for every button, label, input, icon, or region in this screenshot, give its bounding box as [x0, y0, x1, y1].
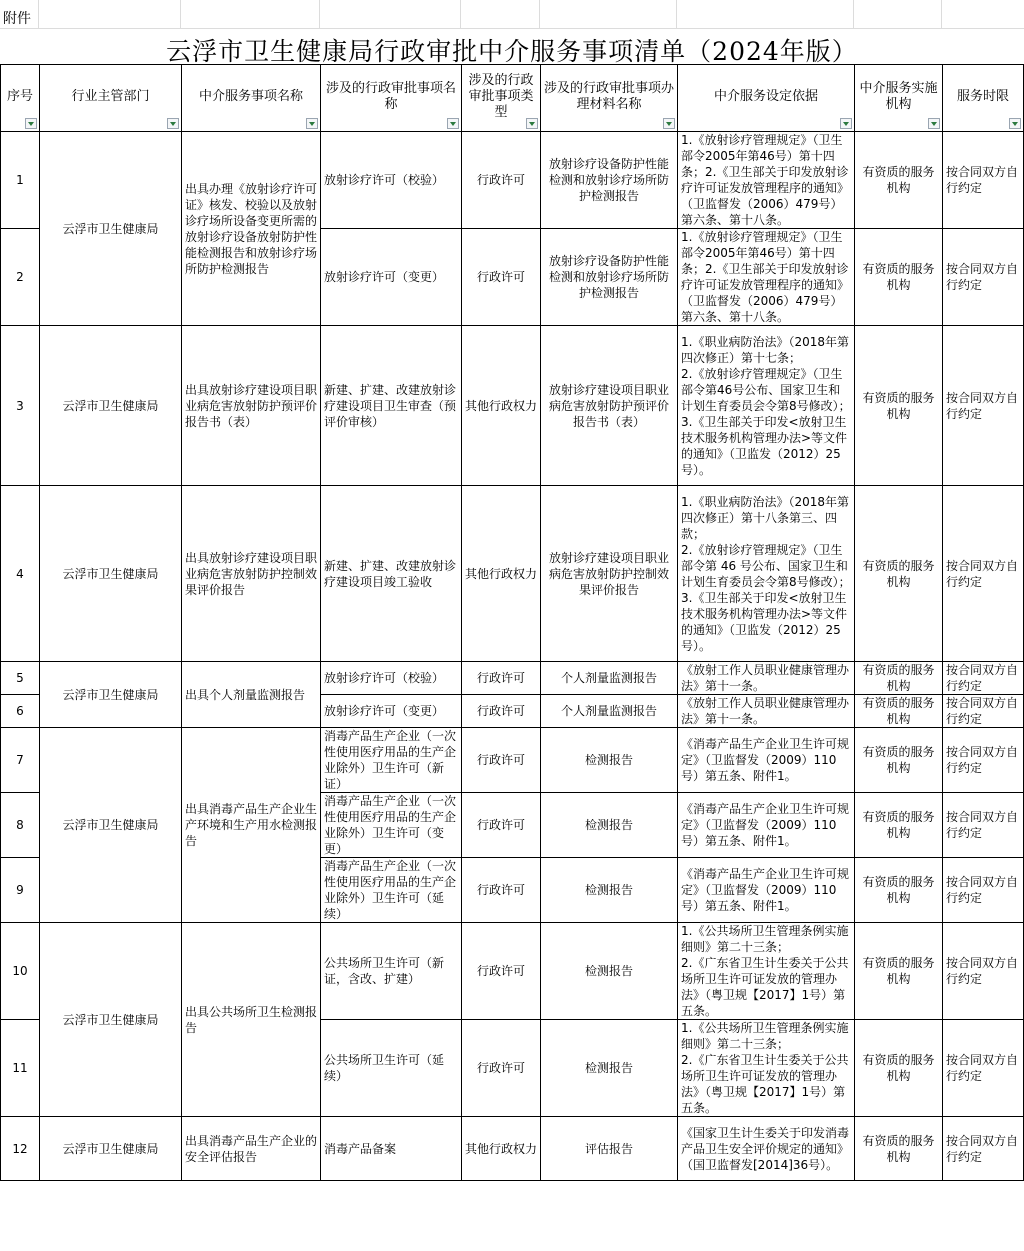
- basis-cell: 《国家卫生计生委关于印发消毒产品卫生安全评价规定的通知》（国卫监督发[2014]36号）。: [678, 1117, 855, 1181]
- seq-cell: 12: [1, 1117, 40, 1181]
- seq-cell: 9: [1, 858, 40, 923]
- materials-cell: 检测报告: [541, 793, 678, 858]
- filter-dropdown-icon[interactable]: [1009, 118, 1021, 129]
- type-cell: 其他行政权力: [462, 486, 541, 662]
- table-row: [1, 326, 1024, 486]
- item-cell: 出具办理《放射诊疗许可证》核发、校验以及放射诊疗场所设备变更所需的放射诊疗设备放射防护性能检测报告和放射诊疗场所防护检测报告: [182, 132, 321, 326]
- approval-cell: 公共场所卫生许可（延续）: [321, 1020, 462, 1117]
- header-seq: 序号: [1, 65, 40, 132]
- type-cell: 其他行政权力: [462, 1117, 541, 1181]
- type-cell: 行政许可: [462, 229, 541, 326]
- seq-cell: 1: [1, 132, 40, 229]
- agency-cell: 有资质的服务机构: [855, 728, 943, 793]
- agency-cell: 有资质的服务机构: [855, 326, 943, 486]
- time-cell: 按合同双方自行约定: [943, 229, 1024, 326]
- type-cell: 行政许可: [462, 858, 541, 923]
- time-cell: 按合同双方自行约定: [943, 695, 1024, 728]
- dept-cell: 云浮市卫生健康局: [40, 132, 182, 326]
- seq-cell: 5: [1, 662, 40, 695]
- type-cell: 行政许可: [462, 1020, 541, 1117]
- basis-cell: 1.《放射诊疗管理规定》（卫生部令2005年第46号）第十四条；2.《卫生部关于印发放射诊疗许可证发放管理程序的通知》（卫监督发（2006）479号）第六条、第十八条。: [678, 229, 855, 326]
- agency-cell: 有资质的服务机构: [855, 132, 943, 229]
- agency-cell: 有资质的服务机构: [855, 1020, 943, 1117]
- approval-cell: 消毒产品生产企业（一次性使用医疗用品的生产企业除外）卫生许可（变更）: [321, 793, 462, 858]
- dept-cell: 云浮市卫生健康局: [40, 923, 182, 1117]
- item-cell: 出具消毒产品生产企业生产环境和生产用水检测报告: [182, 728, 321, 923]
- materials-cell: 个人剂量监测报告: [541, 695, 678, 728]
- table-row: [1, 1117, 1024, 1181]
- basis-cell: 1.《公共场所卫生管理条例实施细则》第二十三条； 2.《广东省卫生计生委关于公共场所卫生许可证发放的管理办法》（粤卫规【2017】1号）第五条。: [678, 1020, 855, 1117]
- type-cell: 行政许可: [462, 793, 541, 858]
- dept-cell: 云浮市卫生健康局: [40, 486, 182, 662]
- seq-cell: 4: [1, 486, 40, 662]
- agency-cell: 有资质的服务机构: [855, 793, 943, 858]
- type-cell: 行政许可: [462, 923, 541, 1020]
- header-row: [1, 65, 1024, 132]
- filter-dropdown-icon[interactable]: [306, 118, 318, 129]
- basis-cell: 1.《职业病防治法》（2018年第四次修正）第十七条； 2.《放射诊疗管理规定》（卫生部令第46号公布、国家卫生和计划生育委员会令第8号修改）； 3.《卫生部关于印发<放射卫生技术服务机构管理办法>等文件的通知》（卫监发（2012）25号）。: [678, 326, 855, 486]
- dept-cell: 云浮市卫生健康局: [40, 1117, 182, 1181]
- service-items-table: [0, 64, 1024, 1181]
- seq-cell: 11: [1, 1020, 40, 1117]
- time-cell: 按合同双方自行约定: [943, 858, 1024, 923]
- type-cell: 行政许可: [462, 662, 541, 695]
- approval-cell: 放射诊疗许可（校验）: [321, 662, 462, 695]
- header-materials: 涉及的行政审批事项办理材料名称: [541, 65, 678, 132]
- materials-cell: 个人剂量监测报告: [541, 662, 678, 695]
- header-agency: 中介服务实施机构: [855, 65, 943, 132]
- materials-cell: 检测报告: [541, 1020, 678, 1117]
- agency-cell: 有资质的服务机构: [855, 662, 943, 695]
- materials-cell: 放射诊疗建设项目职业病危害放射防护控制效果评价报告: [541, 486, 678, 662]
- type-cell: 其他行政权力: [462, 326, 541, 486]
- seq-cell: 10: [1, 923, 40, 1020]
- seq-cell: 8: [1, 793, 40, 858]
- time-cell: 按合同双方自行约定: [943, 662, 1024, 695]
- item-cell: 出具个人剂量监测报告: [182, 662, 321, 728]
- time-cell: 按合同双方自行约定: [943, 793, 1024, 858]
- table-row: [1, 662, 1024, 695]
- document-title: 云浮市卫生健康局行政审批中介服务事项清单（2024年版）: [166, 37, 858, 66]
- filter-dropdown-icon[interactable]: [447, 118, 459, 129]
- agency-cell: 有资质的服务机构: [855, 923, 943, 1020]
- table-row: [1, 728, 1024, 793]
- header-item: 中介服务事项名称: [182, 65, 321, 132]
- agency-cell: 有资质的服务机构: [855, 695, 943, 728]
- type-cell: 行政许可: [462, 695, 541, 728]
- basis-cell: 1.《职业病防治法》（2018年第四次修正）第十八条第三、四款； 2.《放射诊疗管理规定》（卫生部令第 46 号公布、国家卫生和计划生育委员会令第8号修改）； 3.《卫生部关于印发<放射卫生技术服务机构管理办法>等文件的通知》（卫监发（2012）25号）。: [678, 486, 855, 662]
- attachment-label: 附件: [3, 11, 31, 27]
- filter-dropdown-icon[interactable]: [928, 118, 940, 129]
- basis-cell: 《放射工作人员职业健康管理办法》第十一条。: [678, 695, 855, 728]
- dept-cell: 云浮市卫生健康局: [40, 326, 182, 486]
- filter-dropdown-icon[interactable]: [526, 118, 538, 129]
- materials-cell: 评估报告: [541, 1117, 678, 1181]
- item-cell: 出具公共场所卫生检测报告: [182, 923, 321, 1117]
- materials-cell: 检测报告: [541, 923, 678, 1020]
- materials-cell: 检测报告: [541, 728, 678, 793]
- type-cell: 行政许可: [462, 132, 541, 229]
- header-basis: 中介服务设定依据: [678, 65, 855, 132]
- time-cell: 按合同双方自行约定: [943, 1020, 1024, 1117]
- materials-cell: 检测报告: [541, 858, 678, 923]
- agency-cell: 有资质的服务机构: [855, 1117, 943, 1181]
- filter-dropdown-icon[interactable]: [840, 118, 852, 129]
- header-type: 涉及的行政审批事项类型: [462, 65, 541, 132]
- filter-dropdown-icon[interactable]: [663, 118, 675, 129]
- approval-cell: 消毒产品备案: [321, 1117, 462, 1181]
- seq-cell: 3: [1, 326, 40, 486]
- agency-cell: 有资质的服务机构: [855, 486, 943, 662]
- materials-cell: 放射诊疗设备防护性能检测和放射诊疗场所防护检测报告: [541, 132, 678, 229]
- item-cell: 出具放射诊疗建设项目职业病危害放射防护预评价报告书（表）: [182, 326, 321, 486]
- basis-cell: 1.《放射诊疗管理规定》（卫生部令2005年第46号）第十四条；2.《卫生部关于印发放射诊疗许可证发放管理程序的通知》（卫监督发（2006）479号）第六条、第十八条。: [678, 132, 855, 229]
- time-cell: 按合同双方自行约定: [943, 923, 1024, 1020]
- time-cell: 按合同双方自行约定: [943, 132, 1024, 229]
- approval-cell: 放射诊疗许可（校验）: [321, 132, 462, 229]
- dept-cell: 云浮市卫生健康局: [40, 728, 182, 923]
- agency-cell: 有资质的服务机构: [855, 229, 943, 326]
- filter-dropdown-icon[interactable]: [167, 118, 179, 129]
- item-cell: 出具放射诊疗建设项目职业病危害放射防护控制效果评价报告: [182, 486, 321, 662]
- approval-cell: 消毒产品生产企业（一次性使用医疗用品的生产企业除外）卫生许可（新证）: [321, 728, 462, 793]
- approval-cell: 新建、扩建、改建放射诊疗建设项目卫生审查（预评价审核）: [321, 326, 462, 486]
- dept-cell: 云浮市卫生健康局: [40, 662, 182, 728]
- basis-cell: 1.《公共场所卫生管理条例实施细则》第二十三条； 2.《广东省卫生计生委关于公共场所卫生许可证发放的管理办法》（粤卫规【2017】1号）第五条。: [678, 923, 855, 1020]
- approval-cell: 公共场所卫生许可（新证，含改、扩建）: [321, 923, 462, 1020]
- seq-cell: 7: [1, 728, 40, 793]
- time-cell: 按合同双方自行约定: [943, 326, 1024, 486]
- header-approval: 涉及的行政审批事项名称: [321, 65, 462, 132]
- time-cell: 按合同双方自行约定: [943, 1117, 1024, 1181]
- table-row: [1, 923, 1024, 1020]
- materials-cell: 放射诊疗建设项目职业病危害放射防护预评价报告书（表）: [541, 326, 678, 486]
- seq-cell: 2: [1, 229, 40, 326]
- approval-cell: 放射诊疗许可（变更）: [321, 229, 462, 326]
- approval-cell: 放射诊疗许可（变更）: [321, 695, 462, 728]
- agency-cell: 有资质的服务机构: [855, 858, 943, 923]
- seq-cell: 6: [1, 695, 40, 728]
- header-dept: 行业主管部门: [40, 65, 182, 132]
- time-cell: 按合同双方自行约定: [943, 728, 1024, 793]
- type-cell: 行政许可: [462, 728, 541, 793]
- basis-cell: 《消毒产品生产企业卫生许可规定》（卫监督发（2009）110号）第五条、附件1。: [678, 728, 855, 793]
- materials-cell: 放射诊疗设备防护性能检测和放射诊疗场所防护检测报告: [541, 229, 678, 326]
- basis-cell: 《消毒产品生产企业卫生许可规定》（卫监督发（2009）110号）第五条、附件1。: [678, 858, 855, 923]
- header-time: 服务时限: [943, 65, 1024, 132]
- filter-dropdown-icon[interactable]: [25, 118, 37, 129]
- table-row: [1, 486, 1024, 662]
- table-row: [1, 132, 1024, 229]
- basis-cell: 《消毒产品生产企业卫生许可规定》（卫监督发（2009）110号）第五条、附件1。: [678, 793, 855, 858]
- approval-cell: 消毒产品生产企业（一次性使用医疗用品的生产企业除外）卫生许可（延续）: [321, 858, 462, 923]
- time-cell: 按合同双方自行约定: [943, 486, 1024, 662]
- approval-cell: 新建、扩建、改建放射诊疗建设项目竣工验收: [321, 486, 462, 662]
- basis-cell: 《放射工作人员职业健康管理办法》第十一条。: [678, 662, 855, 695]
- item-cell: 出具消毒产品生产企业的安全评估报告: [182, 1117, 321, 1181]
